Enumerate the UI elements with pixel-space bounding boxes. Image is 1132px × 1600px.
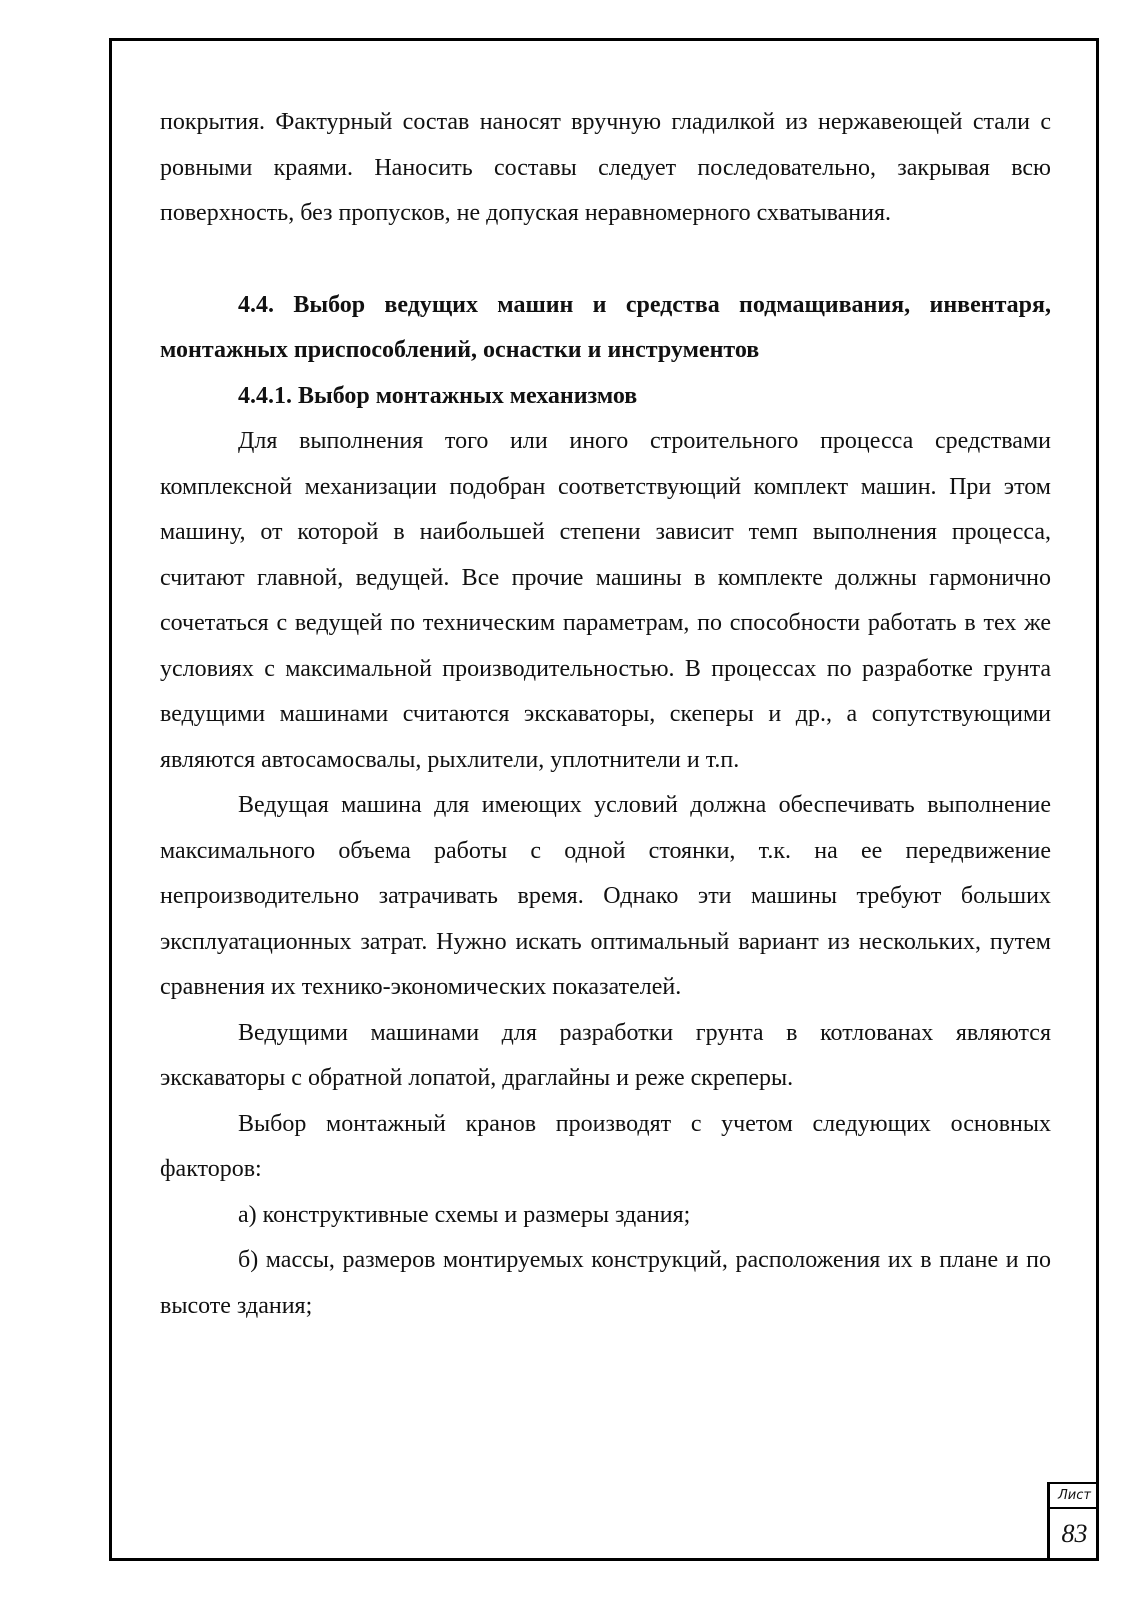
list-item: а) конструктивные схемы и размеры здания; [238,1201,691,1228]
document-body [160,100,1051,1329]
sheet-label: Лист [1050,1482,1099,1509]
section-heading: 4.4. Выбор ведущих машин и средства подмащивания, инвентаря, монтажных приспособлений, оснастки и инструментов [160,291,1051,363]
body-paragraph: Ведущая машина для имеющих условий должна обеспечивать выполнение максимального объема работы с одной стоянки, т.к. на ее передвижение непроизводительно затрачивать время. Однако эти машины требуют больших эксплуатационных затрат. Нужно искать оптимальный вариант из нескольких, путем сравнения их технико-экономических показателей. [160,792,1051,1000]
subsection-heading: 4.4.1. Выбор монтажных механизмов [238,382,638,409]
list-item: б) массы, размеров монтируемых конструкций, расположения их в плане и по высоте здания; [160,1247,1051,1319]
body-paragraph: Выбор монтажный кранов производят с учетом следующих основных факторов: [160,1110,1051,1182]
page-number: 83 [1061,1519,1088,1548]
body-paragraph: Для выполнения того или иного строительного процесса средствами комплексной механизации подобран соответствующий комплект машин. При этом машину, от которой в наибольшей степени зависит темп выполнения процесса, считают главной, ведущей. Все прочие машины в комплекте должны гармонично сочетаться с ведущей по техническим параметрам, по способности работать в тех же условиях с максимальной производительностью. В процессах по разработке грунта ведущими машинами считаются экскаваторы, скеперы и др., а сопутствующими являются автосамосвалы, рыхлители, уплотнители и т.п. [160,428,1051,773]
section-spacer [160,237,1051,283]
continuation-paragraph: покрытия. Фактурный состав наносят вручную гладилкой из нержавеющей стали с ровными краями. Наносить составы следует последовательно, закрывая всю поверхность, без пропусков, не допуская неравномерного схватывания. [160,109,1051,226]
sheet-stamp [1047,1482,1099,1561]
body-paragraph: Ведущими машинами для разработки грунта в котлованах являются экскаваторы с обратной лопатой, драглайны и реже скреперы. [160,1019,1051,1091]
